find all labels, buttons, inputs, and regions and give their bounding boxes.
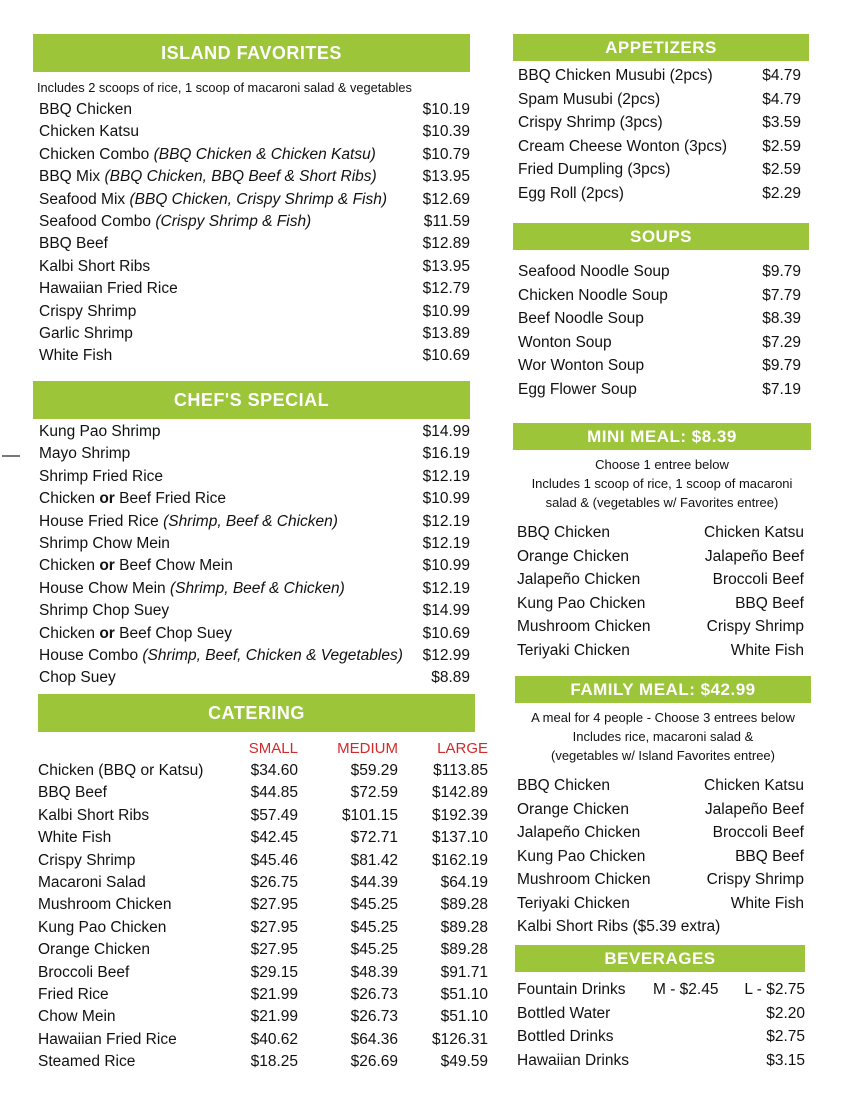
fountain-large-price: L - $2.75 [744,981,805,998]
item-list [33,421,470,690]
item-price: $10.99 [422,302,470,320]
item-name: Shrimp Chop Suey [39,602,170,620]
catering-row [38,850,488,872]
item-name-group [39,256,150,278]
item-name: Chow Mein [38,1008,116,1026]
menu-item-row [39,301,470,323]
entree-option: Jalapeño Chicken [517,571,641,588]
item-price: $7.79 [762,286,801,304]
item-name: Hawaiian Fried Rice [39,280,178,298]
menu-item-row [39,345,470,367]
item-price: $10.99 [422,557,470,575]
item-price: $12.79 [422,280,470,298]
price-small: $34.60 [250,762,298,779]
price-large: $162.19 [431,851,488,869]
note-line: Includes rice, macaroni salad & [572,729,754,744]
price-large: $89.28 [440,941,488,959]
item-price: $12.19 [422,512,470,530]
item-name: Chicken [39,490,95,508]
beverages-section [515,945,805,1072]
catering-row [38,805,488,827]
entree-option: BBQ Chicken [517,777,611,794]
item-name: Kalbi Short Ribs [39,257,151,275]
price-small: $29.15 [250,963,298,981]
item-name: Spam Musubi (2pcs) [518,90,661,108]
menu-item-row [39,256,470,278]
item-price: $2.29 [762,184,801,202]
item-name: White Fish [39,347,113,365]
menu-item-row [518,182,801,206]
item-name-group [39,211,311,233]
entree-option: Kung Pao Chicken [517,594,646,612]
item-detail: (Shrimp, Beef, Chicken & Vegetables) [142,646,403,664]
item-or: or [99,490,115,508]
item-name: Chicken [39,624,95,642]
menu-item-row [518,284,801,308]
menu-item-row [517,1002,805,1026]
item-price: $7.19 [762,380,801,398]
entree-option: Broccoli Beef [712,571,804,588]
price-medium: $72.71 [350,829,398,847]
item-detail: (Shrimp, Beef & Chicken) [163,512,338,530]
size-large-label: LARGE [437,740,488,757]
item-name: Shrimp Chow Mein [39,534,170,552]
menu-item-row [39,600,470,622]
menu-item-row [39,466,470,488]
item-price: $4.79 [762,90,801,108]
item-name-group [39,301,136,323]
catering-row [38,894,488,916]
item-price: $3.59 [762,114,801,131]
menu-item-row [39,511,470,533]
item-name: Macaroni Salad [38,873,146,891]
menu-item-row [39,166,470,188]
item-price: $10.99 [422,490,470,508]
item-name-alt: Beef Fried Rice [119,490,226,508]
item-name: Chop Suey [39,669,116,687]
entree-option: Mushroom Chicken [517,618,651,635]
item-list [515,1002,805,1073]
item-name: Shrimp Fried Rice [39,467,164,485]
section-header: CATERING [38,694,475,732]
catering-size-header [38,738,488,760]
item-price: $14.99 [422,602,470,620]
item-name-group [39,421,161,443]
menu-item-row [518,260,801,284]
entree-option: Broccoli Beef [712,824,804,841]
section-header: BEVERAGES [515,945,805,972]
menu-item-row [39,578,470,600]
menu-item-row [39,211,470,233]
item-name: Fried Rice [38,985,109,1003]
appetizers-section [513,34,809,205]
menu-item-row [39,278,470,300]
item-name: Crispy Shrimp [38,851,136,869]
entree-grid [513,521,811,662]
note-line: (vegetables w/ Island Favorites entree) [551,748,775,763]
entree-option: Kung Pao Chicken [517,847,646,865]
item-name: Mayo Shrimp [39,445,131,463]
item-name-group [39,667,116,689]
item-price: $3.15 [766,1051,805,1069]
menu-item-row [518,111,801,135]
item-price: $8.89 [431,669,470,687]
price-large: $142.89 [431,784,488,802]
item-price: $12.99 [422,646,470,664]
menu-item-row [39,189,470,211]
item-name-group [39,189,387,211]
price-small: $27.95 [250,918,298,936]
item-name-alt: Beef Chow Mein [119,557,233,575]
price-large: $89.28 [440,918,488,936]
price-small: $40.62 [250,1030,298,1048]
section-header: CHEF'S SPECIAL [33,381,470,419]
price-medium: $64.36 [350,1030,398,1048]
price-large: $113.85 [433,762,488,779]
section-header: MINI MEAL: $8.39 [513,423,811,450]
catering-row [38,984,488,1006]
price-small: $45.46 [250,851,298,869]
size-small-label: SMALL [248,740,298,757]
note-line: A meal for 4 people - Choose 3 entrees below [531,710,795,725]
item-name-group [39,488,226,510]
item-price: $10.39 [422,123,470,141]
section-header: APPETIZERS [513,34,809,61]
item-name: Orange Chicken [38,941,151,959]
catering-row [38,962,488,984]
price-medium: $26.69 [350,1053,398,1071]
item-price: $10.69 [422,624,470,642]
menu-item-row [39,488,470,510]
section-note [513,455,811,512]
menu-item-row [39,144,470,166]
scan-mark [2,455,20,457]
entree-option: Jalapeño Beef [704,800,804,818]
price-medium: $26.73 [350,985,398,1003]
note-line: salad & (vegetables w/ Favorites entree) [545,495,779,510]
catering-row [38,1006,488,1028]
entree-option: Crispy Shrimp [706,618,804,635]
item-name-group [39,121,139,143]
menu-item-row [518,354,801,378]
menu-item-row [517,1049,805,1073]
menu-item-row [518,307,801,331]
item-price: $14.99 [422,423,470,440]
item-name: Chicken (BBQ or Katsu) [38,762,204,779]
item-name: Bottled Water [517,1004,611,1022]
item-list [513,260,809,401]
soups-section [513,223,809,401]
item-name-group [39,533,170,555]
item-name: Kung Pao Chicken [38,918,167,936]
item-name: BBQ Beef [39,235,108,253]
item-price: $2.59 [762,161,801,178]
price-medium: $101.15 [341,806,398,824]
menu-item-row [39,623,470,645]
item-name: House Combo [39,646,139,664]
entree-option: Crispy Shrimp [706,871,804,888]
catering-row [38,827,488,849]
price-small: $26.75 [250,873,298,891]
item-name: Chicken Katsu [39,123,139,141]
price-small: $21.99 [250,1008,298,1026]
item-name-group [39,578,345,600]
item-name: BBQ Mix [39,168,101,186]
item-name-group [39,466,163,488]
item-name-group [39,645,403,667]
item-name: White Fish [38,829,112,847]
price-large: $49.59 [440,1053,488,1071]
item-name-group [39,443,130,465]
price-medium: $26.73 [350,1008,398,1026]
item-price: $12.19 [422,579,470,597]
item-name: Kung Pao Shrimp [39,423,161,440]
price-large: $64.19 [440,873,488,891]
item-price: $12.69 [422,190,470,208]
price-small: $57.49 [250,806,298,824]
price-medium: $48.39 [350,963,398,981]
price-small: $27.95 [250,896,298,914]
item-name: Egg Roll (2pcs) [518,184,624,202]
item-name: Wor Wonton Soup [518,357,645,374]
fountain-medium-price: M - $2.45 [653,981,719,998]
item-name: Egg Flower Soup [518,380,637,398]
item-or: or [99,624,115,642]
price-large: $89.28 [440,896,488,914]
catering-list [38,760,488,1073]
catering-section [38,694,488,1073]
catering-row [38,760,488,782]
item-name: Broccoli Beef [38,963,130,981]
entree-option: Chicken Katsu [704,777,804,794]
item-name: Bottled Drinks [517,1028,614,1045]
item-detail: (BBQ Chicken & Chicken Katsu) [153,145,376,163]
chefs-special-section [33,381,470,690]
item-or: or [99,557,115,575]
section-note: Includes 2 scoops of rice, 1 scoop of macaroni salad & vegetables [37,80,412,95]
section-header: SOUPS [513,223,809,250]
price-medium: $45.25 [350,896,398,914]
price-large: $126.31 [431,1030,488,1048]
catering-row [38,872,488,894]
item-price: $13.95 [422,168,470,186]
price-small: $21.99 [250,985,298,1003]
item-price: $13.95 [422,257,470,275]
price-medium: $45.25 [350,941,398,959]
item-name: Mushroom Chicken [38,896,172,914]
price-medium: $81.42 [350,851,398,869]
price-large: $51.10 [440,985,488,1003]
item-price: $9.79 [762,263,801,280]
menu-item-row [39,645,470,667]
item-name-group [39,323,133,345]
entree-option: Orange Chicken [517,547,630,565]
price-large: $91.71 [440,963,488,981]
item-name: Hawaiian Drinks [517,1051,629,1069]
price-small: $42.45 [250,829,298,847]
item-list [33,99,470,368]
entree-option: White Fish [730,894,804,912]
item-price: $13.89 [422,324,470,342]
item-name-group [39,600,169,622]
item-name: Fountain Drinks [517,981,626,998]
item-list [513,64,809,205]
item-detail: (BBQ Chicken, BBQ Beef & Short Ribs) [104,168,377,186]
item-name: BBQ Chicken Musubi (2pcs) [518,67,713,84]
menu-item-row [518,64,801,88]
menu-item-row [39,533,470,555]
item-name: Chicken [39,557,95,575]
price-small: $18.25 [250,1053,298,1071]
item-name: Chicken Noodle Soup [518,286,668,304]
price-medium: $45.25 [350,918,398,936]
catering-row [38,917,488,939]
entree-option: BBQ Chicken [517,524,611,541]
catering-row [38,782,488,804]
entree-option: BBQ Beef [735,594,804,612]
price-medium: $72.59 [350,784,398,802]
menu-item-row [39,233,470,255]
item-name: Seafood Combo [39,212,152,230]
item-price: $9.79 [762,357,801,374]
menu-item-row [39,99,470,121]
item-name: Crispy Shrimp [39,302,137,320]
menu-item-row [518,88,801,112]
item-name-group [39,555,233,577]
island-favorites-section [33,34,470,368]
catering-row [38,939,488,961]
mini-meal-section [513,423,811,662]
catering-row [38,1051,488,1073]
item-name-group [39,166,377,188]
item-name: Steamed Rice [38,1053,136,1071]
item-detail: (Shrimp, Beef & Chicken) [169,579,345,597]
item-name: Cream Cheese Wonton (3pcs) [518,137,728,155]
entree-option: Teriyaki Chicken [517,641,630,659]
price-large: $51.10 [440,1008,488,1026]
menu-item-row [39,667,470,689]
item-name: BBQ Beef [38,784,107,802]
item-price: $2.75 [766,1028,805,1045]
menu-item-row [39,421,470,443]
item-name: House Chow Mein [39,579,166,597]
menu-item-row [39,555,470,577]
item-name: Kalbi Short Ribs [38,806,150,824]
catering-row [38,1029,488,1051]
item-name: Garlic Shrimp [39,324,133,342]
menu-item-row [518,378,801,402]
item-name: Beef Noodle Soup [518,310,644,327]
item-price: $4.79 [762,67,801,84]
menu-item-row [518,158,801,182]
item-name-group [39,278,178,300]
item-price: $10.69 [422,347,470,365]
item-name: Seafood Mix [39,190,126,208]
family-meal-extra: Kalbi Short Ribs ($5.39 extra) [517,918,721,935]
item-name-group [39,511,338,533]
entree-option: Jalapeño Chicken [517,824,641,841]
item-name-group [39,99,132,121]
entree-option: Orange Chicken [517,800,630,818]
item-name: Fried Dumpling (3pcs) [518,161,671,178]
item-name-group [39,233,108,255]
item-name: Hawaiian Fried Rice [38,1030,177,1048]
family-meal-section [515,676,811,939]
item-price: $10.19 [422,101,470,118]
item-name: Chicken Combo [39,145,150,163]
item-name: House Fried Rice [39,512,159,530]
item-name: BBQ Chicken [39,101,133,118]
note-line: Choose 1 entree below [595,457,729,472]
entree-option: Chicken Katsu [704,524,804,541]
item-price: $2.20 [766,1004,805,1022]
item-name: Wonton Soup [518,333,612,351]
section-header: FAMILY MEAL: $42.99 [515,676,811,703]
entree-option: Mushroom Chicken [517,871,651,888]
item-price: $12.19 [422,534,470,552]
price-medium: $44.39 [350,873,398,891]
item-price: $7.29 [762,333,801,351]
menu-item-row [517,1025,805,1049]
item-price: $16.19 [422,445,470,463]
size-medium-label: MEDIUM [337,740,398,757]
item-price: $12.19 [422,467,470,485]
price-medium: $59.29 [350,762,398,779]
item-detail: (Crispy Shrimp & Fish) [155,212,312,230]
item-name-group [39,144,376,166]
entree-option: Teriyaki Chicken [517,894,630,912]
menu-item-row [518,331,801,355]
fountain-drinks-row [515,978,805,1002]
item-detail: (BBQ Chicken, Crispy Shrimp & Fish) [129,190,388,208]
item-name-alt: Beef Chop Suey [119,624,233,642]
entree-option: Jalapeño Beef [704,547,804,565]
note-line: Includes 1 scoop of rice, 1 scoop of macaroni [531,476,793,491]
menu-item-row [39,121,470,143]
entree-option: BBQ Beef [735,847,804,865]
price-small: $44.85 [250,784,298,802]
menu-item-row [39,323,470,345]
menu-item-row [518,135,801,159]
section-note [515,708,811,765]
item-name: Crispy Shrimp (3pcs) [518,114,663,131]
item-price: $8.39 [762,310,801,327]
item-price: $11.59 [423,212,470,230]
price-small: $27.95 [250,941,298,959]
item-price: $10.79 [422,145,470,163]
item-name: Seafood Noodle Soup [518,263,670,280]
price-large: $192.39 [431,806,488,824]
price-large: $137.10 [431,829,488,847]
entree-grid [515,774,811,915]
item-name-group [39,345,112,367]
item-price: $2.59 [762,137,801,155]
entree-option: White Fish [730,641,804,659]
item-name-group [39,623,232,645]
section-header: ISLAND FAVORITES [33,34,470,72]
item-price: $12.89 [422,235,470,253]
menu-item-row [39,443,470,465]
